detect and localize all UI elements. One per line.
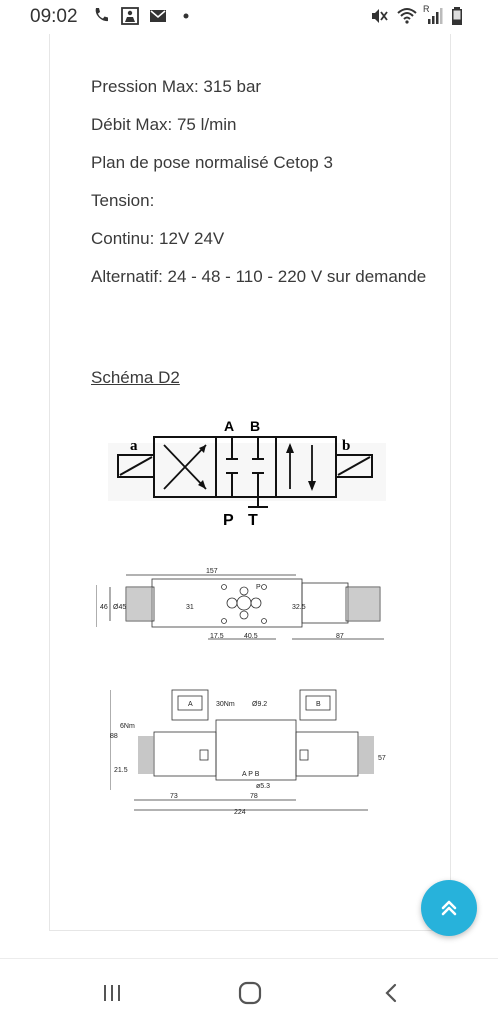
status-bar <box>0 0 498 34</box>
top-view-drawing <box>96 565 392 647</box>
dim-17-5: 17.5 <box>210 633 224 640</box>
label-a: a <box>130 438 138 454</box>
dim-57: 57 <box>378 755 386 762</box>
notification-icons <box>92 6 196 26</box>
label-B: B <box>250 418 261 434</box>
label-T: T <box>248 512 258 529</box>
spec-tension: Tension: <box>91 191 155 210</box>
dim-157: 157 <box>206 568 218 575</box>
label-A: A <box>224 418 235 434</box>
scroll-to-top-button[interactable] <box>421 880 477 936</box>
home-button[interactable] <box>230 973 270 1013</box>
spec-pression: Pression Max: 315 bar <box>91 77 262 96</box>
dim-46: 46 <box>100 604 108 611</box>
phone-icon <box>92 6 112 26</box>
dim-40-5: 40.5 <box>244 633 258 640</box>
signal-icon <box>423 6 443 26</box>
dim-88: 88 <box>110 733 118 740</box>
dim-73: 73 <box>170 793 178 800</box>
dim-45: Ø45 <box>113 604 127 611</box>
dim-bore: Ø9.2 <box>252 701 268 708</box>
coil-a-label: A <box>188 701 193 708</box>
system-icons <box>369 6 470 26</box>
spec-continu: Continu: 12V 24V <box>91 229 225 248</box>
dim-5-3: ø5.3 <box>256 783 271 790</box>
ports-label: A P B <box>242 771 260 778</box>
spec-alternatif: Alternatif: 24 - 48 - 110 - 220 V sur demande <box>91 267 427 286</box>
home-icon <box>237 980 263 1006</box>
back-icon <box>380 982 402 1004</box>
dim-31: 31 <box>186 604 194 611</box>
hydraulic-symbol-image <box>108 415 386 530</box>
dim-6nm: 6Nm <box>120 723 135 730</box>
system-navigation-bar <box>0 958 498 1025</box>
label-P: P <box>223 512 234 529</box>
side-view-drawing <box>110 680 390 815</box>
dim-87: 87 <box>336 633 344 640</box>
recent-apps-icon <box>101 982 123 1004</box>
dot-icon <box>176 6 196 26</box>
battery-icon <box>450 6 470 26</box>
back-button[interactable] <box>371 973 411 1013</box>
dim-224: 224 <box>234 809 246 815</box>
mute-icon <box>369 6 389 26</box>
port-P: P <box>256 584 261 591</box>
spec-debit: Débit Max: 75 l/min <box>91 115 237 134</box>
recent-apps-button[interactable] <box>92 973 132 1013</box>
status-time: 09:02 <box>30 6 78 27</box>
dim-32-5: 32.5 <box>292 604 306 611</box>
signal-label: R <box>423 4 430 14</box>
dim-78: 78 <box>250 793 258 800</box>
label-b: b <box>342 438 351 454</box>
wifi-icon <box>396 6 416 26</box>
dim-21-5: 21.5 <box>114 767 128 774</box>
schema-title: Schéma D2 <box>91 368 180 387</box>
mail-icon <box>148 6 168 26</box>
photo-icon <box>120 6 140 26</box>
dim-30nm: 30Nm <box>216 701 235 708</box>
spec-plan-de-pose: Plan de pose normalisé Cetop 3 <box>91 153 333 172</box>
double-chevron-up-icon <box>438 897 460 919</box>
coil-b-label: B <box>316 701 321 708</box>
